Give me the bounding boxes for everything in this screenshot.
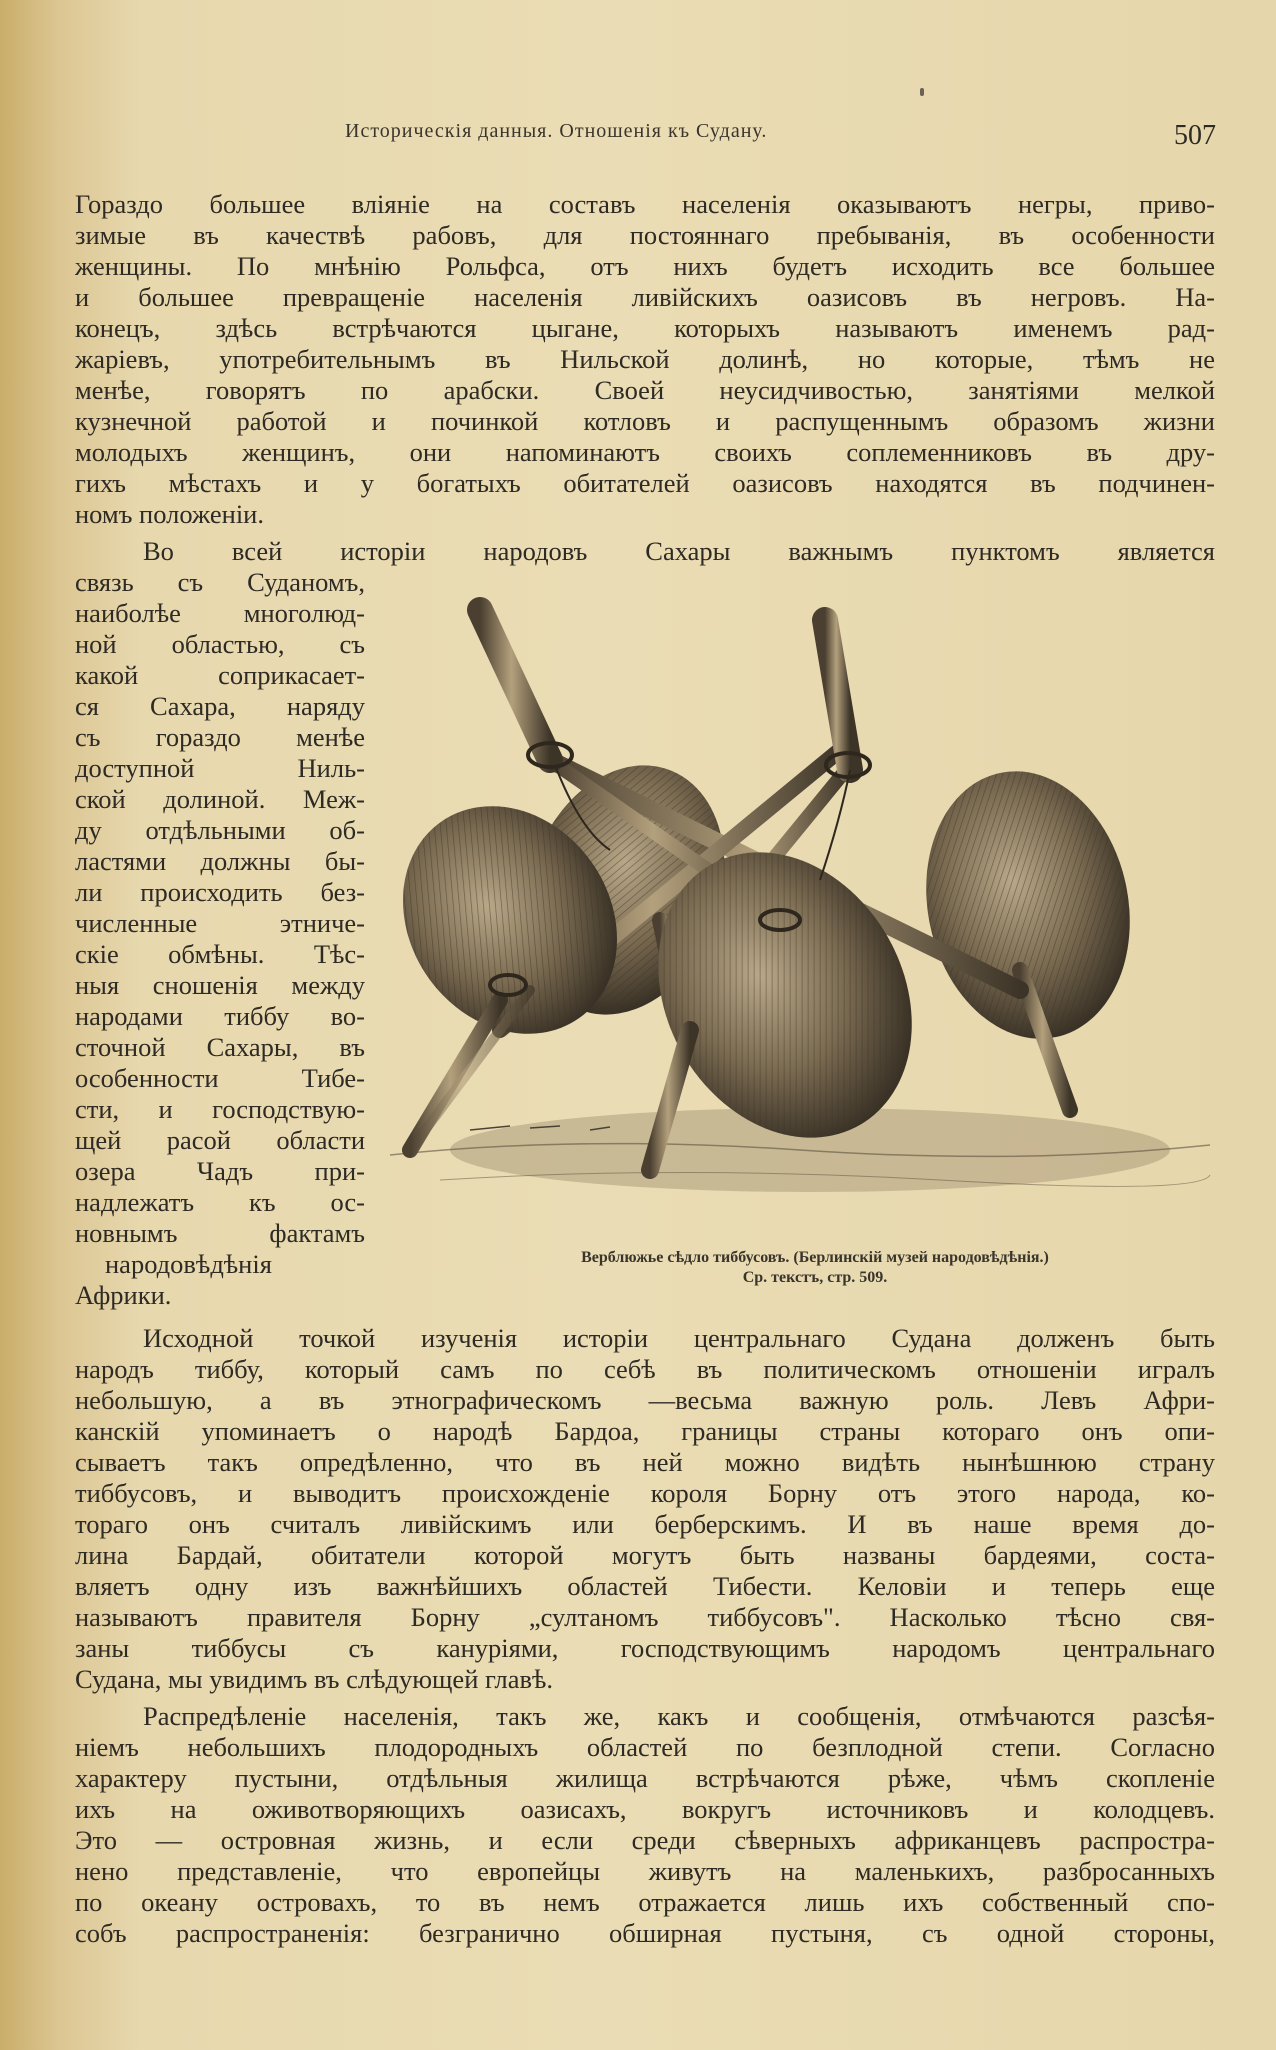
text-line: нено представленіе, что европейцы живутъ на маленькихъ, разбросанныхъ — [75, 1856, 1215, 1886]
page-number: 507 — [1174, 120, 1216, 151]
caption-line: Ср. текстъ, стр. 509. — [742, 1269, 888, 1286]
text-line: тиббусовъ, и выводитъ происхожденіе короля Борну отъ этого народа, ко- — [75, 1478, 1215, 1508]
text-line: съ гораздо менѣе — [75, 722, 365, 752]
text-line: тораго онъ считалъ ливійскимъ или берберскимъ. И въ наше время до- — [75, 1509, 1215, 1539]
text-line: Исходной точкой изученія исторіи центральнаго Судана долженъ быть — [143, 1323, 1215, 1353]
text-line: сываетъ такъ опредѣленно, что въ ней можно видѣть нынѣшнюю страну — [75, 1447, 1215, 1477]
text-line: молодыхъ женщинъ, они напоминаютъ своихъ соплеменниковъ въ дру- — [75, 437, 1215, 467]
text-line: численные этниче- — [75, 908, 365, 938]
text-line: заны тиббусы съ канурiями, господствующимъ народомъ центральнаго — [75, 1633, 1215, 1663]
text-line: доступной Ниль- — [75, 753, 365, 783]
text-line: конецъ, здѣсь встрѣчаются цыгане, которыхъ называютъ именемъ рад- — [75, 313, 1215, 343]
text-line: новнымъ фактамъ — [75, 1218, 365, 1248]
text-line: вляетъ одну изъ важнѣйшихъ областей Тибести. Келовіи и теперь еще — [75, 1571, 1215, 1601]
text-line: какой соприкасает- — [75, 660, 365, 690]
text-line: характеру пустыни, отдѣльныя жилища встрѣчаются рѣже, чѣмъ скопленіе — [75, 1763, 1215, 1793]
text-line: народъ тиббу, который самъ по себѣ въ политическомъ отношеніи игралъ — [75, 1354, 1215, 1384]
text-line: Во всей исторіи народовъ Сахары важнымъ пунктомъ является — [143, 536, 1215, 566]
text-line: Это — островная жизнь, и если среди сѣверныхъ африканцевъ распростра- — [75, 1825, 1215, 1855]
camel-saddle-illustration — [380, 590, 1215, 1250]
caption-line: Верблюжье сѣдло тиббусовъ. (Берлинскій музей народовѣдѣнія.) — [581, 1249, 1049, 1266]
text-line: женщины. По мнѣнію Рольфса, отъ нихъ будетъ исходить все большее — [75, 251, 1215, 281]
text-line: сточной Сахары, въ — [75, 1032, 365, 1062]
text-line: по океану островахъ, то въ немъ отражается лишь ихъ собственный спо- — [75, 1887, 1215, 1917]
text-line: ихъ на оживотворяющихъ оазисахъ, вокругъ источниковъ и колодцевъ. — [75, 1794, 1215, 1824]
ink-speck — [920, 88, 924, 96]
text-line: небольшую, а въ этнографическомъ —весьма важную роль. Левъ Афри- — [75, 1385, 1215, 1415]
text-line: и большее превращеніе населенія ливійскихъ оазисовъ въ негровъ. На- — [75, 282, 1215, 312]
text-line: надлежатъ къ ос- — [75, 1187, 365, 1217]
text-line: канскій упоминаетъ о народѣ Бардоа, границы страны котораго онъ опи- — [75, 1416, 1215, 1446]
text-line: скіе обмѣны. Тѣс- — [75, 939, 365, 969]
text-line: сти, и господствую- — [75, 1094, 365, 1124]
text-line: Судана, мы увидимъ въ слѣдующей главѣ. — [75, 1664, 554, 1694]
figure-caption — [440, 1248, 1190, 1288]
text-line: собъ распространенія: безгранично обширная пустыня, съ одной стороны, — [75, 1918, 1215, 1948]
text-line: Гораздо большее вліяніе на составъ населенія оказываютъ негры, приво- — [75, 189, 1215, 219]
text-line: кузнечной работой и починкой котловъ и распущеннымъ образомъ жизни — [75, 406, 1215, 436]
text-line: зимые въ качествѣ рабовъ, для постояннаго пребыванія, въ особенности — [75, 220, 1215, 250]
text-line: ской долиной. Меж- — [75, 784, 365, 814]
text-line: номъ положеніи. — [75, 499, 264, 529]
text-line: ся Сахара, наряду — [75, 691, 365, 721]
text-line: ли происходить без- — [75, 877, 365, 907]
text-line: называютъ правителя Борну „султаномъ тиббусовъ". Насколько тѣсно свя- — [75, 1602, 1215, 1632]
text-line: связь съ Суданомъ, — [75, 567, 365, 597]
text-line: ду отдѣльными об- — [75, 815, 365, 845]
text-line: Африки. — [75, 1280, 172, 1310]
text-line: щей расой области — [75, 1125, 365, 1155]
text-line: ніемъ небольшихъ плодородныхъ областей по безплодной степи. Согласно — [75, 1732, 1215, 1762]
text-line: лина Бардай, обитатели которой могутъ быть названы бардеями, соста- — [75, 1540, 1215, 1570]
text-line: особенности Тибе- — [75, 1063, 365, 1093]
text-line: гихъ мѣстахъ и у богатыхъ обитателей оазисовъ находятся въ подчинен- — [75, 468, 1215, 498]
running-header: Историческія данныя. Отношенія къ Судану. — [345, 120, 768, 142]
text-line: Распредѣленіе населенія, такъ же, какъ и сообщенія, отмѣчаются разсѣя- — [143, 1701, 1215, 1731]
text-line: менѣе, говорятъ по арабски. Своей неусидчивостью, занятіями мелкой — [75, 375, 1215, 405]
text-line: озера Чадъ при- — [75, 1156, 365, 1186]
text-line: ластями должны бы- — [75, 846, 365, 876]
text-line: жаріевъ, употребительнымъ въ Нильской долинѣ, но которые, тѣмъ не — [75, 344, 1215, 374]
text-line: ной областью, съ — [75, 629, 365, 659]
text-line: наиболѣе многолюд- — [75, 598, 365, 628]
text-line: народами тиббу во- — [75, 1001, 365, 1031]
text-line: народовѣдѣнія — [105, 1249, 272, 1279]
text-line: ныя сношенія между — [75, 970, 365, 1000]
